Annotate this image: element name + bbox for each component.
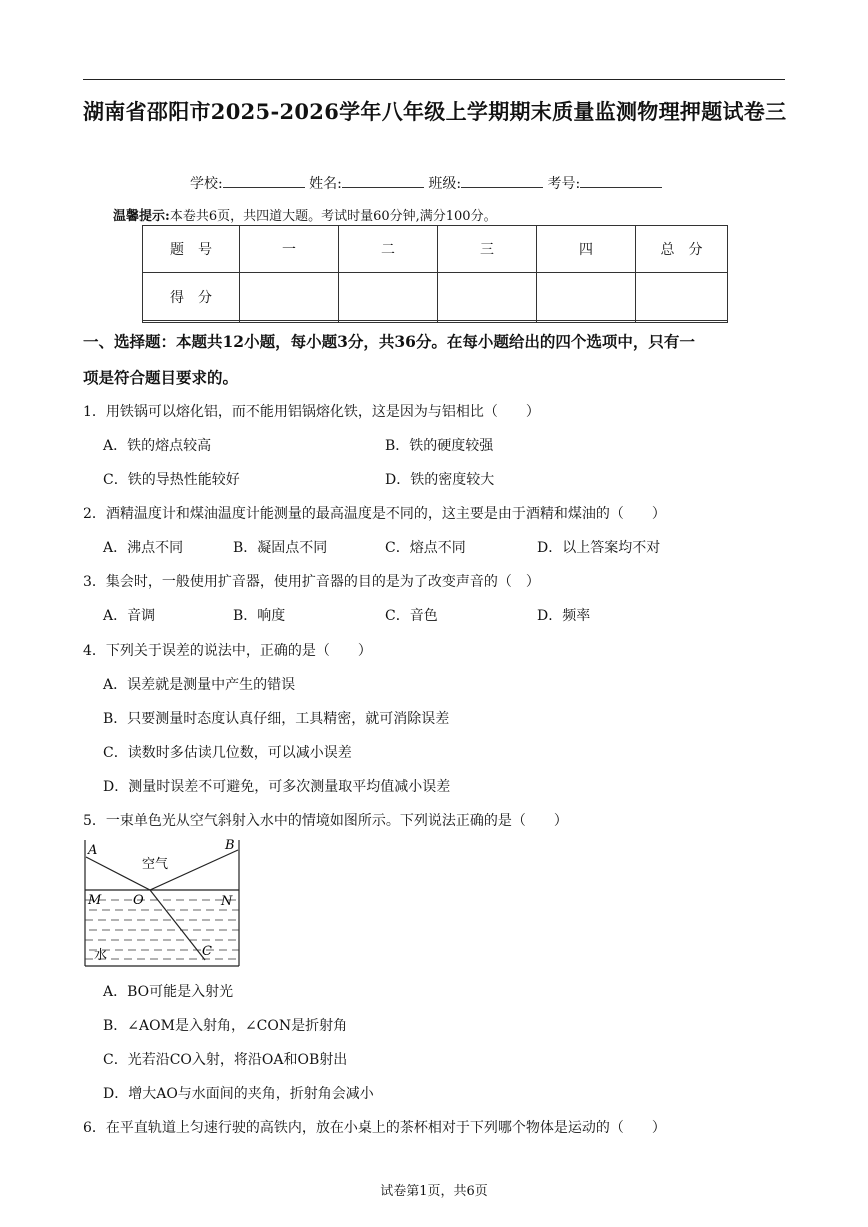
question-5-stem: 5．一束单色光从空气斜射入水中的情境如图所示。下列说法正确的是（ ） bbox=[83, 813, 568, 829]
ray-oc bbox=[150, 890, 205, 960]
notice-label: 温馨提示: bbox=[113, 209, 170, 224]
question-3-option-d[interactable]: D．频率 bbox=[537, 608, 591, 624]
score-header-row bbox=[143, 226, 728, 273]
score-cell[interactable] bbox=[636, 273, 728, 320]
score-cell[interactable] bbox=[143, 320, 240, 322]
score-cell[interactable] bbox=[339, 320, 438, 322]
question-4-stem: 4．下列关于误差的说法中，正确的是（ ） bbox=[83, 643, 372, 659]
class-blank[interactable] bbox=[461, 173, 543, 188]
question-2-option-d[interactable]: D．以上答案均不对 bbox=[537, 540, 661, 556]
question-2-option-a[interactable]: A．沸点不同 bbox=[103, 540, 184, 556]
question-1-option-b[interactable]: B．铁的硬度较强 bbox=[385, 438, 494, 454]
question-5-option-b[interactable]: B．∠AOM是入射角，∠CON是折射角 bbox=[103, 1018, 348, 1034]
question-5-option-c[interactable]: C．光若沿CO入射，将沿OA和OB射出 bbox=[103, 1052, 348, 1068]
score-header-cell: 二 bbox=[339, 226, 438, 273]
ray-ao bbox=[86, 857, 150, 890]
score-header-cell: 三 bbox=[438, 226, 537, 273]
question-4-option-c[interactable]: C．读数时多估读几位数，可以减小误差 bbox=[103, 745, 352, 761]
score-header-cell: 总 分 bbox=[636, 226, 728, 273]
notice bbox=[113, 205, 497, 224]
notice-text: 本卷共6页，共四道大题。考试时量60分钟,满分100分。 bbox=[169, 209, 497, 224]
refraction-figure bbox=[80, 838, 246, 970]
class-label: 班级: bbox=[428, 176, 462, 192]
question-3-option-a[interactable]: A．音调 bbox=[103, 608, 156, 624]
label-a: A bbox=[88, 843, 98, 858]
name-label: 姓名: bbox=[309, 176, 342, 192]
score-row bbox=[143, 273, 728, 320]
question-3-option-b[interactable]: B．响度 bbox=[233, 608, 286, 624]
score-cell[interactable] bbox=[438, 273, 537, 320]
label-o: O bbox=[133, 893, 144, 908]
score-cell[interactable] bbox=[636, 320, 728, 322]
label-water: 水 bbox=[94, 948, 108, 963]
section-1-heading-line2: 项是符合题目要求的。 bbox=[83, 368, 239, 387]
score-header-cell: 一 bbox=[240, 226, 339, 273]
section-1-heading-line1: 一、选择题：本题共12小题，每小题3分，共36分。在每小题给出的四个选项中，只有一 bbox=[83, 332, 695, 351]
score-header-cell: 四 bbox=[537, 226, 636, 273]
score-cell[interactable] bbox=[240, 320, 339, 322]
question-1-stem: 1．用铁锅可以熔化铝，而不能用铝锅熔化铁，这是因为与铝相比（ ） bbox=[83, 404, 540, 420]
school-blank[interactable] bbox=[223, 173, 305, 188]
question-1-option-c[interactable]: C．铁的导热性能较好 bbox=[103, 472, 240, 488]
question-6-stem: 6．在平直轨道上匀速行驶的高铁内，放在小桌上的茶杯相对于下列哪个物体是运动的（ ） bbox=[83, 1120, 666, 1136]
question-5-option-a[interactable]: A．BO可能是入射光 bbox=[103, 984, 234, 1000]
page-title: 湖南省邵阳市2025-2026学年八年级上学期期末质量监测物理押题试卷三 bbox=[83, 99, 787, 124]
question-4-option-d[interactable]: D．测量时误差不可避免，可多次测量取平均值减小误差 bbox=[103, 779, 451, 795]
label-n: N bbox=[221, 894, 233, 909]
score-cell[interactable] bbox=[240, 273, 339, 320]
school-label: 学校: bbox=[190, 176, 223, 192]
name-blank[interactable] bbox=[342, 173, 424, 188]
score-cell[interactable] bbox=[537, 273, 636, 320]
score-table bbox=[142, 225, 728, 323]
score-cell[interactable] bbox=[339, 273, 438, 320]
top-rule bbox=[83, 79, 785, 80]
question-4-option-b[interactable]: B．只要测量时态度认真仔细，工具精密，就可消除误差 bbox=[103, 711, 450, 727]
question-2-option-c[interactable]: C．熔点不同 bbox=[385, 540, 466, 556]
page-footer: 试卷第1页，共6页 bbox=[380, 1184, 488, 1199]
question-2-option-b[interactable]: B．凝固点不同 bbox=[233, 540, 328, 556]
question-1-option-a[interactable]: A．铁的熔点较高 bbox=[103, 438, 212, 454]
question-1-option-d[interactable]: D．铁的密度较大 bbox=[385, 472, 495, 488]
question-5-option-d[interactable]: D．增大AO与水面间的夹角，折射角会减小 bbox=[103, 1086, 374, 1102]
question-3-option-c[interactable]: C．音色 bbox=[385, 608, 438, 624]
score-row-label: 得 分 bbox=[143, 273, 240, 320]
question-2-stem: 2．酒精温度计和煤油温度计能测量的最高温度是不同的，这主要是由于酒精和煤油的（ ） bbox=[83, 506, 666, 522]
exam-no-label: 考号: bbox=[547, 176, 581, 192]
student-info bbox=[190, 173, 662, 193]
label-air: 空气 bbox=[142, 857, 169, 872]
score-header-cell: 题 号 bbox=[143, 226, 240, 273]
exam-no-blank[interactable] bbox=[580, 173, 662, 188]
question-4-option-a[interactable]: A．误差就是测量中产生的错误 bbox=[103, 677, 296, 693]
label-c: C bbox=[202, 944, 212, 959]
question-3-stem: 3．集会时，一般使用扩音器，使用扩音器的目的是为了改变声音的（ ） bbox=[83, 574, 540, 590]
label-m: M bbox=[88, 893, 102, 908]
score-cell[interactable] bbox=[537, 320, 636, 322]
score-cell[interactable] bbox=[438, 320, 537, 322]
label-b: B bbox=[225, 838, 235, 853]
score-empty-row bbox=[143, 320, 728, 322]
